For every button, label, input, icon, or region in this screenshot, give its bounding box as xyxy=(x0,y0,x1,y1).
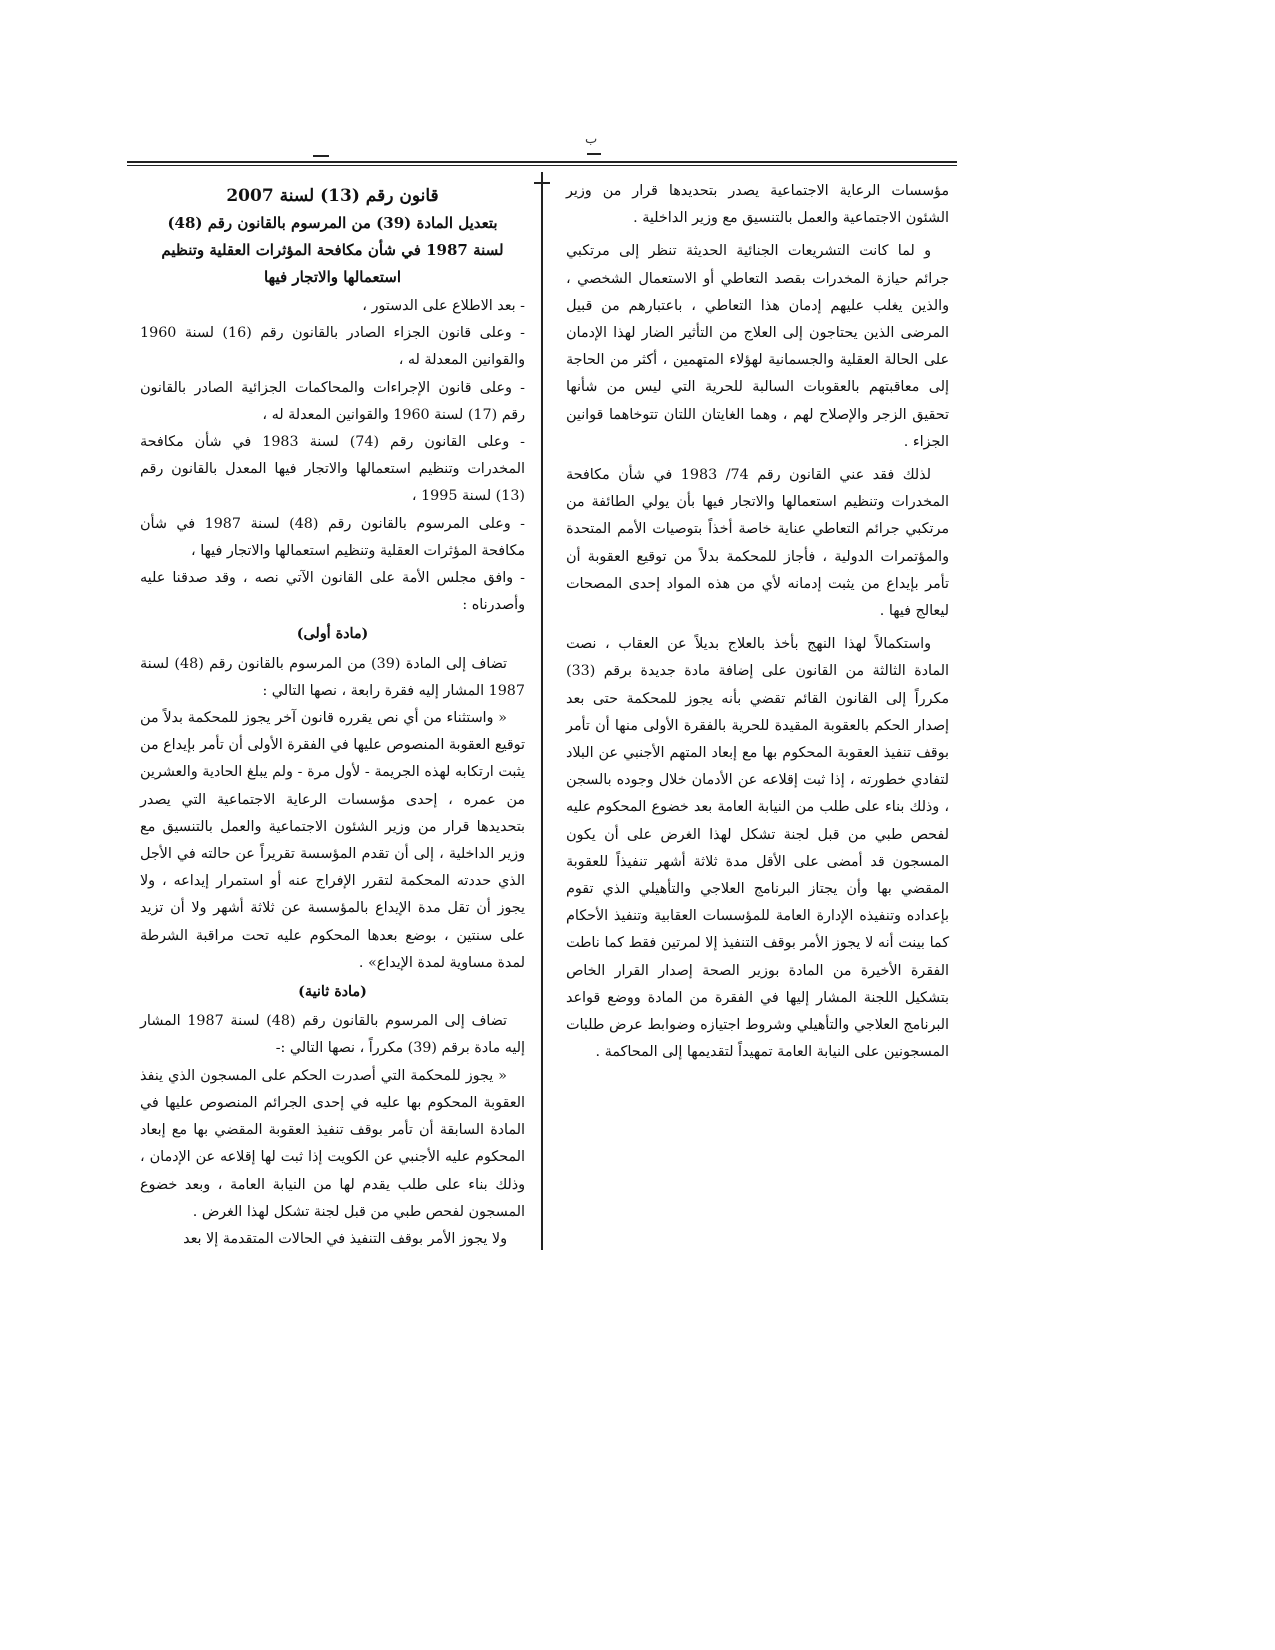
article-intro: تضاف إلى المرسوم بالقانون رقم (48) لسنة 1987 المشار إليه مادة برقم (39) مكرراً ، نصها التالي :- xyxy=(140,1013,525,1057)
page-mark: ب xyxy=(585,132,598,147)
article-heading: (مادة أولى) xyxy=(296,626,369,643)
law-title-line: لسنة 1987 في شأن مكافحة المؤثرات العقلية وتنظيم xyxy=(161,241,504,259)
preamble-item: - وعلى قانون الإجراءات والمحاكمات الجزائية الصادر بالقانون رقم (17) لسنة 1960 والقوانين المعدلة له ، xyxy=(140,379,525,423)
preamble xyxy=(140,293,525,619)
preamble-item: - وعلى قانون الجزاء الصادر بالقانون رقم (16) لسنة 1960 والقوانين المعدلة له ، xyxy=(140,325,525,369)
article-1 xyxy=(140,621,525,977)
article-2 xyxy=(140,979,525,1253)
article-heading: (مادة ثانية) xyxy=(298,984,367,1001)
right-paragraph: مؤسسات الرعاية الاجتماعية يصدر بتحديدها قرار من وزير الشئون الاجتماعية والعمل بالتنسيق مع وزير الداخلية . xyxy=(566,183,949,227)
preamble-item: - بعد الاطلاع على الدستور ، xyxy=(362,298,525,314)
right-paragraph: لذلك فقد عني القانون رقم 74/ 1983 في شأن مكافحة المخدرات وتنظيم استعمالها والاتجار فيها بأن يولي الطائفة من مرتكبي جرائم التعاطي عناية خاصة أخذاً بتوصيات الأمم المتحدة والمؤتمرات الدولية ، فأجاز للمحكمة بدلاً من توقيع العقوبة أن تأمر بإيداع من يثبت إدمانه لأي من هذه المواد إحدى المصحات ليعالج فيها . xyxy=(566,467,949,620)
header-tick-left xyxy=(313,155,329,157)
preamble-item: - وعلى القانون رقم (74) لسنة 1983 في شأن مكافحة المخدرات وتنظيم استعمالها والاتجار فيها المعدل بالقانون رقم (13) لسنة 1995 ، xyxy=(140,434,525,505)
preamble-item: - وعلى المرسوم بالقانون رقم (48) لسنة 1987 في شأن مكافحة المؤثرات العقلية وتنظيم استعمالها والاتجار فيها ، xyxy=(140,515,526,559)
article-text: « يجوز للمحكمة التي أصدرت الحكم على المسجون الذي ينفذ العقوبة المحكوم بها عليه في إحدى الجرائم المنصوص عليها في المادة السابقة أن تأمر بوقف تنفيذ العقوبة المقضي بها مع إبعاد المحكوم عليه الأجنبي عن الكويت إذا ثبت لها إقلاعه عن الإدمان ، وذلك بناء على طلب يقدم لها من النيابة العامة ، وبعد خضوع المسجون لفحص طبي من قبل لجنة تشكل لهذا الغرض . xyxy=(140,1067,525,1220)
header-tick-middle xyxy=(587,153,601,155)
header-rule xyxy=(127,161,957,163)
law-title-line: قانون رقم (13) لسنة 2007 xyxy=(226,186,439,206)
right-paragraph: و لما كانت التشريعات الجنائية الحديثة تنظر إلى مرتكبي جرائم حيازة المخدرات بقصد التعاطي أو الاستعمال الشخصي ، والذين يغلب عليهم إدمان هذا التعاطي ، باعتبارهم من قبيل المرضى الذين يحتاجون إلى العلاج من التأثير الضار لهذا الإدمان على الحالة العقلية والجسمانية لهؤلاء المتهمين ، أكثر من الحاجة إلى معاقبتهم بالعقوبات السالبة للحرية التي ليس من شأنها تحقيق الزجر والإصلاح لهم ، وهما الغايتان اللتان تتوخاهما قوانين الجزاء . xyxy=(566,243,949,450)
left-column xyxy=(140,182,525,1253)
preamble-item: - وافق مجلس الأمة على القانون الآتي نصه ، وقد صدقنا عليه وأصدرناه : xyxy=(140,570,525,614)
law-title-line: بتعديل المادة (39) من المرسوم بالقانون رقم (48) xyxy=(167,214,498,232)
article-intro: تضاف إلى المادة (39) من المرسوم بالقانون رقم (48) لسنة 1987 المشار إليه فقرة رابعة ، نصها التالي : xyxy=(140,655,525,699)
article-text: « واستثناء من أي نص يقرره قانون آخر يجوز للمحكمة بدلاً من توقيع العقوبة المنصوص عليها في الفقرة الأولى أن تأمر بإيداع من يثبت ارتكابه لهذه الجريمة - لأول مرة - ولم يبلغ الحادية والعشرين من عمره ، إحدى مؤسسات الرعاية الاجتماعية التي يصدر بتحديدها قرار من وزير الشئون الاجتماعية والعمل بالتنسيق مع وزير الداخلية ، إلى أن تقدم المؤسسة تقريراً عن حالته في الأجل الذي حددته المحكمة لتقرر الإفراج عنه أو استمرار إيداعه ، ولا يجوز أن تقل مدة الإيداع بالمؤسسة عن ثلاثة أشهر ولا أن تزيد على سنتين ، بوضع بعدها المحكوم عليه تحت مراقبة الشرطة لمدة مساوية لمدة الإيداع» . xyxy=(140,710,525,971)
law-title-line: استعمالها والاتجار فيها xyxy=(263,268,402,286)
column-divider-cross xyxy=(534,182,550,184)
article-continuation: ولا يجوز الأمر بوقف التنفيذ في الحالات المتقدمة إلا بعد xyxy=(183,1230,507,1247)
law-title xyxy=(140,182,525,291)
column-divider xyxy=(541,172,543,1250)
right-paragraph: واستكمالاً لهذا النهج بأخذ بالعلاج بديلاً عن العقاب ، نصت المادة الثالثة من القانون على إضافة مادة جديدة برقم (33) مكرراً إلى القانون القائم تقضي بأنه يجوز للمحكمة حتى بعد إصدار الحكم بالعقوبة المقيدة للحرية بالفقرة الأولى منها أن تأمر بوقف تنفيذ العقوبة المحكوم بها مع إبعاد المتهم الأجنبي عن البلاد لتفادي خطورته ، إذا ثبت إقلاعه عن الأدمان خلال وجوده بالسجن ، وذلك بناء على طلب من النيابة العامة بعد خضوع المحكوم عليه لفحص طبي من قبل لجنة تشكل لهذا الغرض على أن يكون المسجون قد أمضى على الأقل مدة ثلاثة أشهر تنفيذاً للعقوبة المقضي بها وأن يجتاز البرنامج العلاجي والتأهيلي الذي تقوم بإعداده وتنفيذه الإدارة العامة للمؤسسات العقابية وتنفيذ الأحكام كما بينت أنه لا يجوز الأمر بوقف التنفيذ إلا لمرتين فقط كما ناطت الفقرة الأخيرة من المادة بوزير الصحة إصدار القرار الخاص بتشكيل اللجنة المشار إليها في الفقرة من المادة ووضع قواعد البرنامج العلاجي والتأهيلي وشروط اجتيازه وضوابط عرض طلبات المسجونين على النيابة العامة تمهيداً لتقديمها إلى المحاكمة . xyxy=(566,636,949,1061)
right-column xyxy=(566,178,949,1067)
header-rule-thin xyxy=(127,165,957,166)
